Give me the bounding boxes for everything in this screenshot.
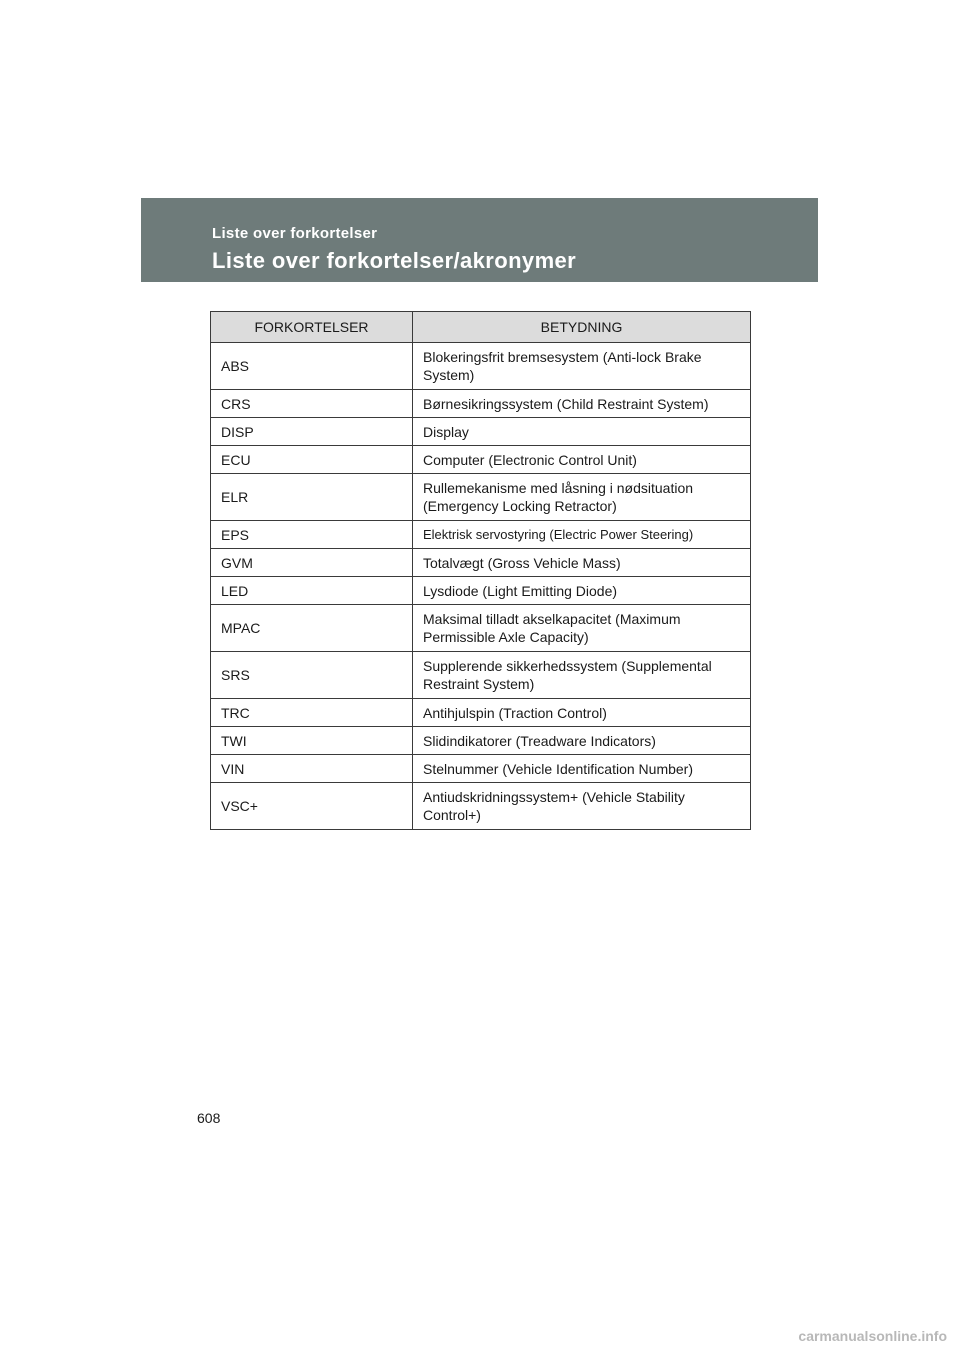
meaning-cell: Lysdiode (Light Emitting Diode) [413,577,751,605]
meaning-cell: Computer (Electronic Control Unit) [413,446,751,474]
abbreviation-cell: ELR [211,474,413,521]
meaning-cell: Stelnummer (Vehicle Identification Number) [413,755,751,783]
abbreviation-cell: CRS [211,390,413,418]
table-row [211,605,751,652]
abbreviation-cell: GVM [211,549,413,577]
column-header-meaning: BETYDNING [413,312,751,343]
abbreviation-cell: LED [211,577,413,605]
table-row [211,755,751,783]
abbreviations-table [210,311,751,830]
table-row [211,521,751,549]
column-header-abbreviation: FORKORTELSER [211,312,413,343]
table-row [211,549,751,577]
abbreviation-cell: ABS [211,343,413,390]
abbreviation-cell: TRC [211,699,413,727]
abbreviation-cell: VIN [211,755,413,783]
abbreviation-cell: MPAC [211,605,413,652]
section-header-band [141,198,818,282]
meaning-cell: Elektrisk servostyring (Electric Power Steering) [413,521,751,549]
abbreviation-cell: ECU [211,446,413,474]
meaning-cell: Børnesikringssystem (Child Restraint System) [413,390,751,418]
meaning-cell: Antihjulspin (Traction Control) [413,699,751,727]
table-row [211,577,751,605]
table-row [211,652,751,699]
meaning-cell: Antiudskridningssystem+ (Vehicle Stability Control+) [413,783,751,830]
meaning-cell: Slidindikatorer (Treadware Indicators) [413,727,751,755]
abbreviation-cell: DISP [211,418,413,446]
meaning-cell: Display [413,418,751,446]
section-label: Liste over forkortelser [212,225,378,242]
meaning-cell: Blokeringsfrit bremsesystem (Anti-lock Brake System) [413,343,751,390]
table-row [211,446,751,474]
abbreviation-cell: SRS [211,652,413,699]
table-row [211,390,751,418]
meaning-cell: Rullemekanisme med låsning i nødsituation (Emergency Locking Retractor) [413,474,751,521]
table-row [211,727,751,755]
abbreviation-cell: TWI [211,727,413,755]
meaning-cell: Totalvægt (Gross Vehicle Mass) [413,549,751,577]
page-number: 608 [197,1110,221,1126]
abbreviation-cell: VSC+ [211,783,413,830]
table-header-row [211,312,751,343]
meaning-cell: Supplerende sikkerhedssystem (Supplemental Restraint System) [413,652,751,699]
table-row [211,783,751,830]
table-row [211,474,751,521]
page-title: Liste over forkortelser/akronymer [212,248,577,273]
watermark-link[interactable]: carmanualsonline.info [798,1328,947,1344]
table-row [211,699,751,727]
meaning-cell: Maksimal tilladt akselkapacitet (Maximum Permissible Axle Capacity) [413,605,751,652]
abbreviation-cell: EPS [211,521,413,549]
table-row [211,418,751,446]
table-row [211,343,751,390]
